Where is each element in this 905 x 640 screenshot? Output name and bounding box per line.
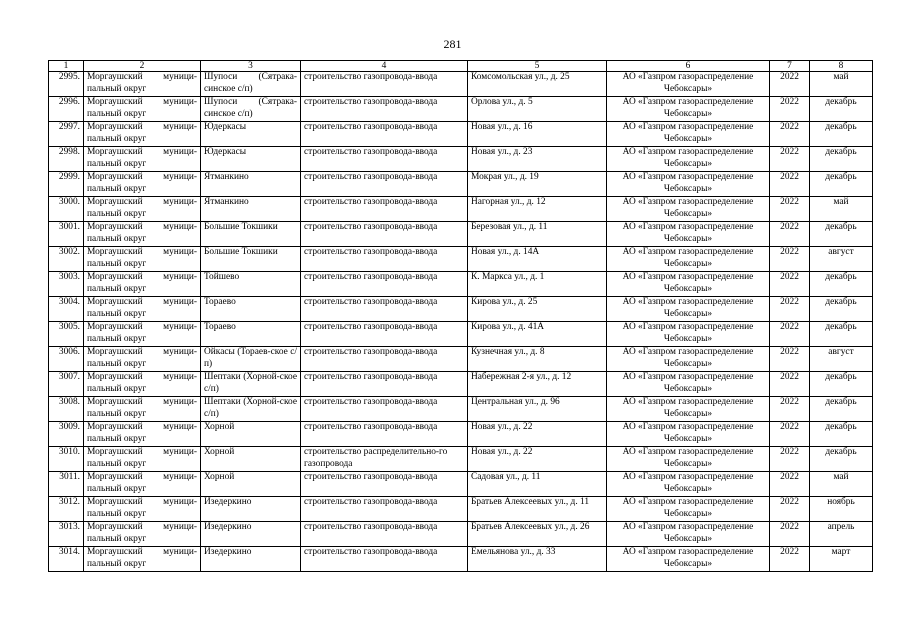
year-cell: 2022	[770, 72, 810, 97]
address-cell: Орлова ул., д. 5	[468, 97, 607, 122]
table-row	[49, 222, 873, 247]
locality-cell: Тойшево	[201, 272, 301, 297]
row-number: 3011.	[49, 472, 84, 497]
row-number: 2998.	[49, 147, 84, 172]
address-cell: Новая ул., д. 23	[468, 147, 607, 172]
organization-cell: АО «Газпром газораспределение Чебоксары»	[607, 347, 770, 372]
address-cell: Комсомольская ул., д. 25	[468, 72, 607, 97]
row-number: 2999.	[49, 172, 84, 197]
row-number: 3006.	[49, 347, 84, 372]
month-cell: декабрь	[810, 322, 873, 347]
address-cell: К. Маркса ул., д. 1	[468, 272, 607, 297]
year-cell: 2022	[770, 122, 810, 147]
district-cell: Моргаушский муници-пальный округ	[84, 472, 201, 497]
organization-cell: АО «Газпром газораспределение Чебоксары»	[607, 422, 770, 447]
work-type-cell: строительство газопровода-ввода	[301, 172, 468, 197]
work-type-cell: строительство газопровода-ввода	[301, 422, 468, 447]
locality-cell: Ойкасы (Тораев-ское с/п)	[201, 347, 301, 372]
year-cell: 2022	[770, 197, 810, 222]
organization-cell: АО «Газпром газораспределение Чебоксары»	[607, 322, 770, 347]
locality-cell: Шептаки (Хорной-ское с/п)	[201, 372, 301, 397]
address-cell: Братьев Алексеевых ул., д. 11	[468, 497, 607, 522]
month-cell: август	[810, 247, 873, 272]
month-cell: декабрь	[810, 172, 873, 197]
district-cell: Моргаушский муници-пальный округ	[84, 447, 201, 472]
organization-cell: АО «Газпром газораспределение Чебоксары»	[607, 122, 770, 147]
row-number: 3007.	[49, 372, 84, 397]
month-cell: декабрь	[810, 222, 873, 247]
address-cell: Новая ул., д. 22	[468, 447, 607, 472]
work-type-cell: строительство газопровода-ввода	[301, 197, 468, 222]
month-cell: май	[810, 72, 873, 97]
table-row	[49, 372, 873, 397]
month-cell: декабрь	[810, 422, 873, 447]
address-cell: Центральная ул., д. 96	[468, 397, 607, 422]
address-cell: Кирова ул., д. 25	[468, 297, 607, 322]
address-cell: Набережная 2-я ул., д. 12	[468, 372, 607, 397]
locality-cell: Изедеркино	[201, 522, 301, 547]
month-cell: май	[810, 197, 873, 222]
column-header: 1	[49, 61, 84, 72]
year-cell: 2022	[770, 397, 810, 422]
work-type-cell: строительство газопровода-ввода	[301, 222, 468, 247]
year-cell: 2022	[770, 547, 810, 572]
address-cell: Новая ул., д. 14А	[468, 247, 607, 272]
organization-cell: АО «Газпром газораспределение Чебоксары»	[607, 447, 770, 472]
organization-cell: АО «Газпром газораспределение Чебоксары»	[607, 497, 770, 522]
locality-cell: Тораево	[201, 297, 301, 322]
locality-cell: Большие Токшики	[201, 247, 301, 272]
district-cell: Моргаушский муници-пальный округ	[84, 547, 201, 572]
organization-cell: АО «Газпром газораспределение Чебоксары»	[607, 397, 770, 422]
organization-cell: АО «Газпром газораспределение Чебоксары»	[607, 272, 770, 297]
column-number-row	[49, 61, 873, 72]
table-row	[49, 422, 873, 447]
table-row	[49, 472, 873, 497]
work-type-cell: строительство газопровода-ввода	[301, 322, 468, 347]
row-number: 3010.	[49, 447, 84, 472]
address-cell: Нагорная ул., д. 12	[468, 197, 607, 222]
district-cell: Моргаушский муници-пальный округ	[84, 197, 201, 222]
month-cell: март	[810, 547, 873, 572]
locality-cell: Ятманкино	[201, 172, 301, 197]
column-header: 2	[84, 61, 201, 72]
organization-cell: АО «Газпром газораспределение Чебоксары»	[607, 197, 770, 222]
address-cell: Кузнечная ул., д. 8	[468, 347, 607, 372]
column-header: 8	[810, 61, 873, 72]
month-cell: декабрь	[810, 147, 873, 172]
table-row	[49, 97, 873, 122]
column-header: 4	[301, 61, 468, 72]
district-cell: Моргаушский муници-пальный округ	[84, 97, 201, 122]
year-cell: 2022	[770, 222, 810, 247]
work-type-cell: строительство газопровода-ввода	[301, 497, 468, 522]
organization-cell: АО «Газпром газораспределение Чебоксары»	[607, 547, 770, 572]
work-type-cell: строительство газопровода-ввода	[301, 122, 468, 147]
organization-cell: АО «Газпром газораспределение Чебоксары»	[607, 97, 770, 122]
table-row	[49, 72, 873, 97]
district-cell: Моргаушский муници-пальный округ	[84, 272, 201, 297]
table-body	[49, 72, 873, 572]
column-header: 3	[201, 61, 301, 72]
month-cell: август	[810, 347, 873, 372]
year-cell: 2022	[770, 322, 810, 347]
month-cell: декабрь	[810, 97, 873, 122]
address-cell: Новая ул., д. 16	[468, 122, 607, 147]
address-cell: Новая ул., д. 22	[468, 422, 607, 447]
work-type-cell: строительство газопровода-ввода	[301, 472, 468, 497]
address-cell: Емельянова ул., д. 33	[468, 547, 607, 572]
table-row	[49, 447, 873, 472]
district-cell: Моргаушский муници-пальный округ	[84, 172, 201, 197]
locality-cell: Шептаки (Хорной-ское с/п)	[201, 397, 301, 422]
table-row	[49, 497, 873, 522]
month-cell: декабрь	[810, 372, 873, 397]
table-row	[49, 172, 873, 197]
work-type-cell: строительство газопровода-ввода	[301, 247, 468, 272]
organization-cell: АО «Газпром газораспределение Чебоксары»	[607, 72, 770, 97]
row-number: 3004.	[49, 297, 84, 322]
table-row	[49, 297, 873, 322]
table-row	[49, 122, 873, 147]
column-header: 7	[770, 61, 810, 72]
table-row	[49, 347, 873, 372]
row-number: 3013.	[49, 522, 84, 547]
year-cell: 2022	[770, 247, 810, 272]
district-cell: Моргаушский муници-пальный округ	[84, 522, 201, 547]
table-row	[49, 247, 873, 272]
district-cell: Моргаушский муници-пальный округ	[84, 397, 201, 422]
locality-cell: Тораево	[201, 322, 301, 347]
district-cell: Моргаушский муници-пальный округ	[84, 147, 201, 172]
locality-cell: Ятманкино	[201, 197, 301, 222]
locality-cell: Шупоси (Сятрака-синское с/п)	[201, 72, 301, 97]
locality-cell: Большие Токшики	[201, 222, 301, 247]
work-type-cell: строительство газопровода-ввода	[301, 547, 468, 572]
work-type-cell: строительство газопровода-ввода	[301, 147, 468, 172]
year-cell: 2022	[770, 522, 810, 547]
year-cell: 2022	[770, 147, 810, 172]
organization-cell: АО «Газпром газораспределение Чебоксары»	[607, 222, 770, 247]
district-cell: Моргаушский муници-пальный округ	[84, 497, 201, 522]
table-row	[49, 147, 873, 172]
district-cell: Моргаушский муници-пальный округ	[84, 372, 201, 397]
work-type-cell: строительство газопровода-ввода	[301, 397, 468, 422]
row-number: 2997.	[49, 122, 84, 147]
month-cell: декабрь	[810, 397, 873, 422]
address-cell: Садовая ул., д. 11	[468, 472, 607, 497]
organization-cell: АО «Газпром газораспределение Чебоксары»	[607, 472, 770, 497]
table-row	[49, 522, 873, 547]
row-number: 3008.	[49, 397, 84, 422]
district-cell: Моргаушский муници-пальный округ	[84, 322, 201, 347]
row-number: 3002.	[49, 247, 84, 272]
year-cell: 2022	[770, 97, 810, 122]
district-cell: Моргаушский муници-пальный округ	[84, 247, 201, 272]
address-cell: Братьев Алексеевых ул., д. 26	[468, 522, 607, 547]
month-cell: декабрь	[810, 122, 873, 147]
row-number: 3001.	[49, 222, 84, 247]
row-number: 3003.	[49, 272, 84, 297]
organization-cell: АО «Газпром газораспределение Чебоксары»	[607, 522, 770, 547]
month-cell: май	[810, 472, 873, 497]
column-header: 6	[607, 61, 770, 72]
page-number: 281	[443, 37, 462, 51]
row-number: 3005.	[49, 322, 84, 347]
locality-cell: Юдеркасы	[201, 122, 301, 147]
work-type-cell: строительство газопровода-ввода	[301, 97, 468, 122]
gas-pipeline-registry-table	[48, 60, 873, 572]
district-cell: Моргаушский муници-пальный округ	[84, 222, 201, 247]
year-cell: 2022	[770, 172, 810, 197]
table-row	[49, 322, 873, 347]
table-row	[49, 272, 873, 297]
table-row	[49, 197, 873, 222]
row-number: 3009.	[49, 422, 84, 447]
address-cell: Мокрая ул., д. 19	[468, 172, 607, 197]
row-number: 3014.	[49, 547, 84, 572]
district-cell: Моргаушский муници-пальный округ	[84, 72, 201, 97]
organization-cell: АО «Газпром газораспределение Чебоксары»	[607, 172, 770, 197]
address-cell: Кирова ул., д. 41А	[468, 322, 607, 347]
locality-cell: Изедеркино	[201, 547, 301, 572]
row-number: 2995.	[49, 72, 84, 97]
year-cell: 2022	[770, 497, 810, 522]
table-row	[49, 397, 873, 422]
locality-cell: Хорной	[201, 472, 301, 497]
work-type-cell: строительство газопровода-ввода	[301, 522, 468, 547]
month-cell: апрель	[810, 522, 873, 547]
locality-cell: Хорной	[201, 422, 301, 447]
month-cell: ноябрь	[810, 497, 873, 522]
column-header: 5	[468, 61, 607, 72]
row-number: 3000.	[49, 197, 84, 222]
row-number: 3012.	[49, 497, 84, 522]
organization-cell: АО «Газпром газораспределение Чебоксары»	[607, 297, 770, 322]
year-cell: 2022	[770, 422, 810, 447]
table-row	[49, 547, 873, 572]
organization-cell: АО «Газпром газораспределение Чебоксары»	[607, 247, 770, 272]
district-cell: Моргаушский муници-пальный округ	[84, 297, 201, 322]
year-cell: 2022	[770, 372, 810, 397]
work-type-cell: строительство газопровода-ввода	[301, 372, 468, 397]
work-type-cell: строительство газопровода-ввода	[301, 272, 468, 297]
work-type-cell: строительство газопровода-ввода	[301, 297, 468, 322]
locality-cell: Изедеркино	[201, 497, 301, 522]
year-cell: 2022	[770, 472, 810, 497]
organization-cell: АО «Газпром газораспределение Чебоксары»	[607, 372, 770, 397]
locality-cell: Шупоси (Сятрака-синское с/п)	[201, 97, 301, 122]
month-cell: декабрь	[810, 297, 873, 322]
year-cell: 2022	[770, 297, 810, 322]
year-cell: 2022	[770, 447, 810, 472]
year-cell: 2022	[770, 347, 810, 372]
work-type-cell: строительство газопровода-ввода	[301, 347, 468, 372]
work-type-cell: строительство газопровода-ввода	[301, 72, 468, 97]
month-cell: декабрь	[810, 447, 873, 472]
district-cell: Моргаушский муници-пальный округ	[84, 422, 201, 447]
work-type-cell: строительство распределительно-го газопровода	[301, 447, 468, 472]
district-cell: Моргаушский муници-пальный округ	[84, 122, 201, 147]
locality-cell: Юдеркасы	[201, 147, 301, 172]
month-cell: декабрь	[810, 272, 873, 297]
district-cell: Моргаушский муници-пальный округ	[84, 347, 201, 372]
row-number: 2996.	[49, 97, 84, 122]
organization-cell: АО «Газпром газораспределение Чебоксары»	[607, 147, 770, 172]
year-cell: 2022	[770, 272, 810, 297]
locality-cell: Хорной	[201, 447, 301, 472]
address-cell: Березовая ул., д. 11	[468, 222, 607, 247]
